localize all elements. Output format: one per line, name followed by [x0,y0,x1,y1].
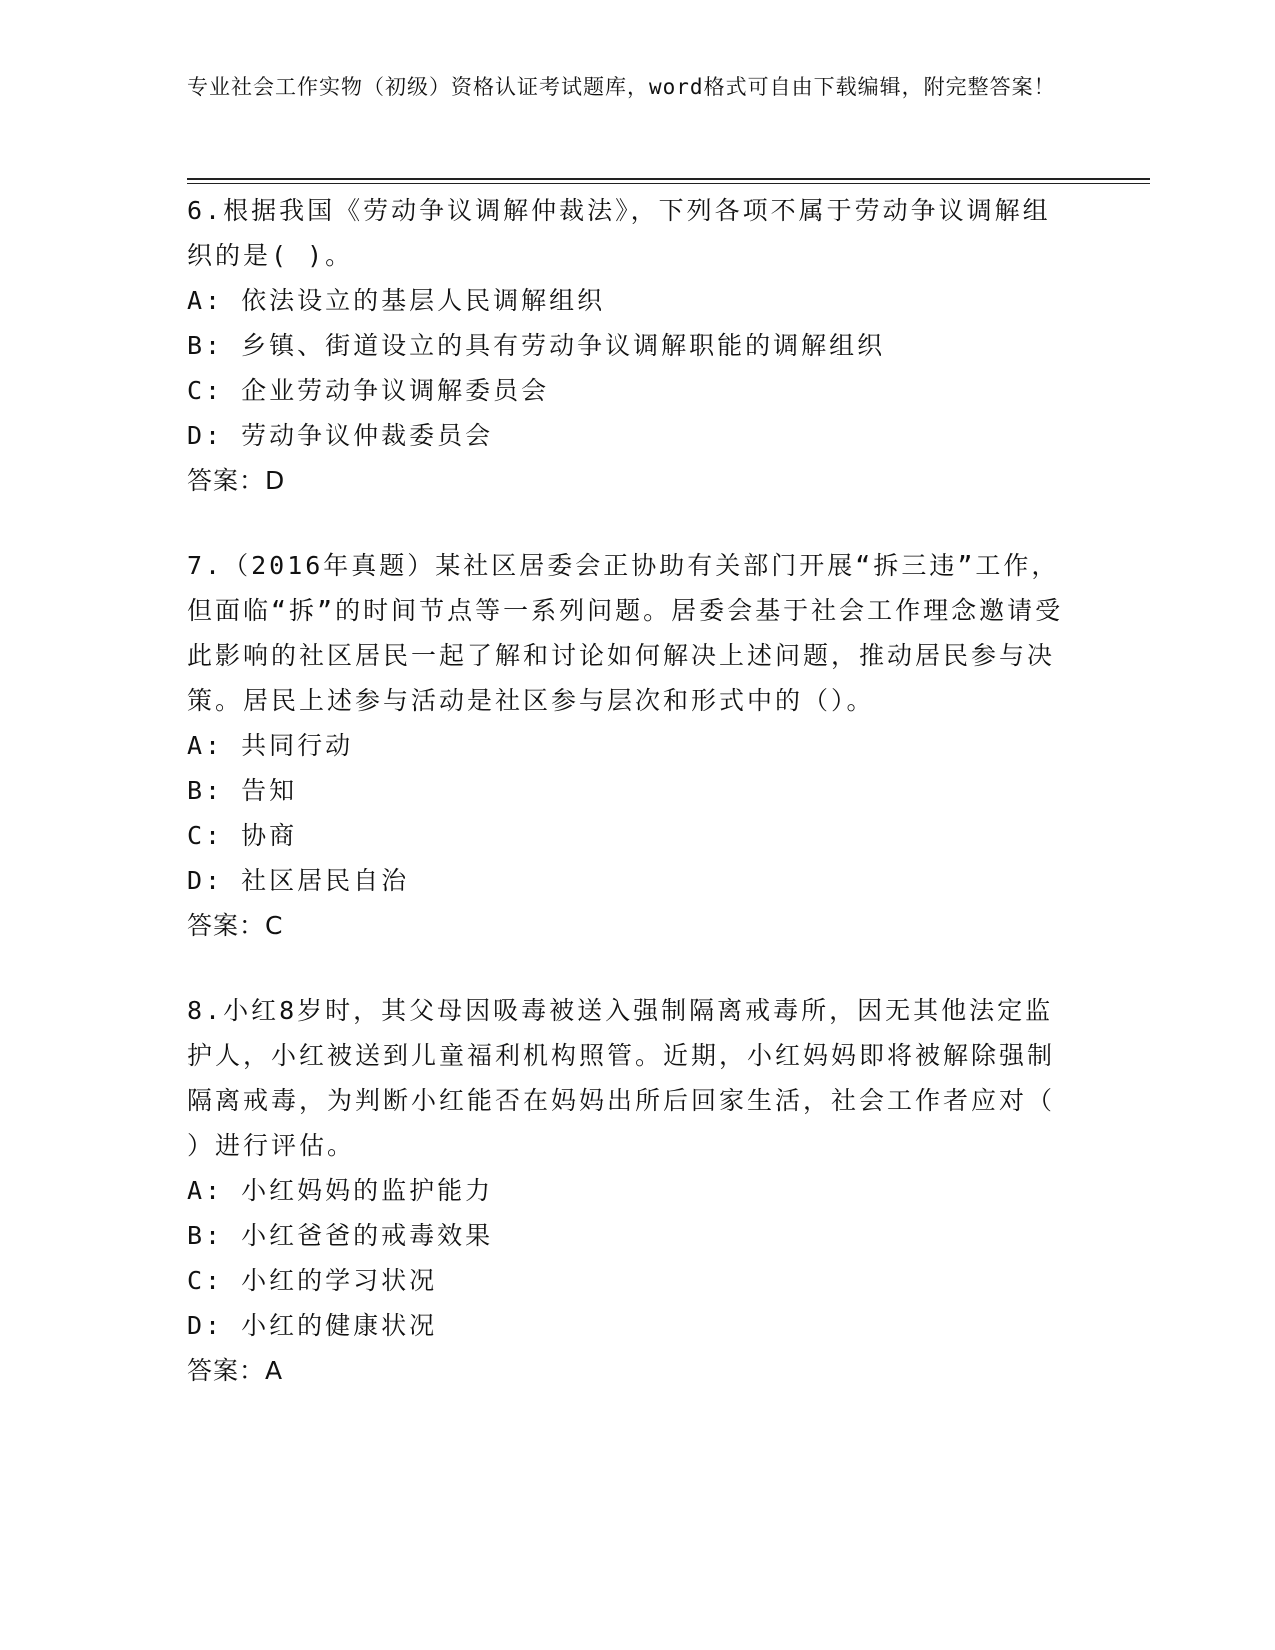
option-c: C: 协商 [187,821,298,850]
option-d: D: 社区居民自治 [187,866,410,895]
question-stem: 8.小红8岁时，其父母因吸毒被送入强制隔离戒毒所，因无其他法定监护人，小红被送到儿童福利机构照管。近期，小红妈妈即将被解除强制隔离戒毒，为判断小红能否在妈妈出所后回家生活，社会工作者应对（ ）进行评估。 [187,996,1056,1160]
question-6 [187,188,1067,503]
option-b: B: 小红爸爸的戒毒效果 [187,1221,494,1250]
option-a: A: 共同行动 [187,731,354,760]
question-7 [187,543,1067,948]
header-rule-thick [187,178,1150,180]
answer-line: 答案：D [187,466,286,495]
answer-line: 答案：C [187,911,284,940]
option-b: B: 乡镇、街道设立的具有劳动争议调解职能的调解组织 [187,331,886,360]
page-header-text: 专业社会工作实物（初级）资格认证考试题库，word格式可自由下载编辑，附完整答案！ [187,75,1056,99]
question-list [187,188,1067,1393]
option-d: D: 劳动争议仲裁委员会 [187,421,494,450]
header-rule-thin [187,183,1150,184]
option-b: B: 告知 [187,776,298,805]
option-c: C: 小红的学习状况 [187,1266,438,1295]
option-a: A: 依法设立的基层人民调解组织 [187,286,606,315]
question-stem: 6.根据我国《劳动争议调解仲裁法》，下列各项不属于劳动争议调解组织的是( )。 [187,196,1051,270]
option-c: C: 企业劳动争议调解委员会 [187,376,550,405]
question-8 [187,988,1067,1393]
option-a: A: 小红妈妈的监护能力 [187,1176,494,1205]
question-stem: 7.（2016年真题）某社区居委会正协助有关部门开展“拆三违”工作，但面临“拆”的时间节点等一系列问题。居委会基于社会工作理念邀请受此影响的社区居民一起了解和讨论如何解决上述问题，推动居民参与决策。居民上述参与活动是社区参与层次和形式中的（）。 [187,551,1064,715]
option-d: D: 小红的健康状况 [187,1311,438,1340]
answer-line: 答案：A [187,1356,284,1385]
